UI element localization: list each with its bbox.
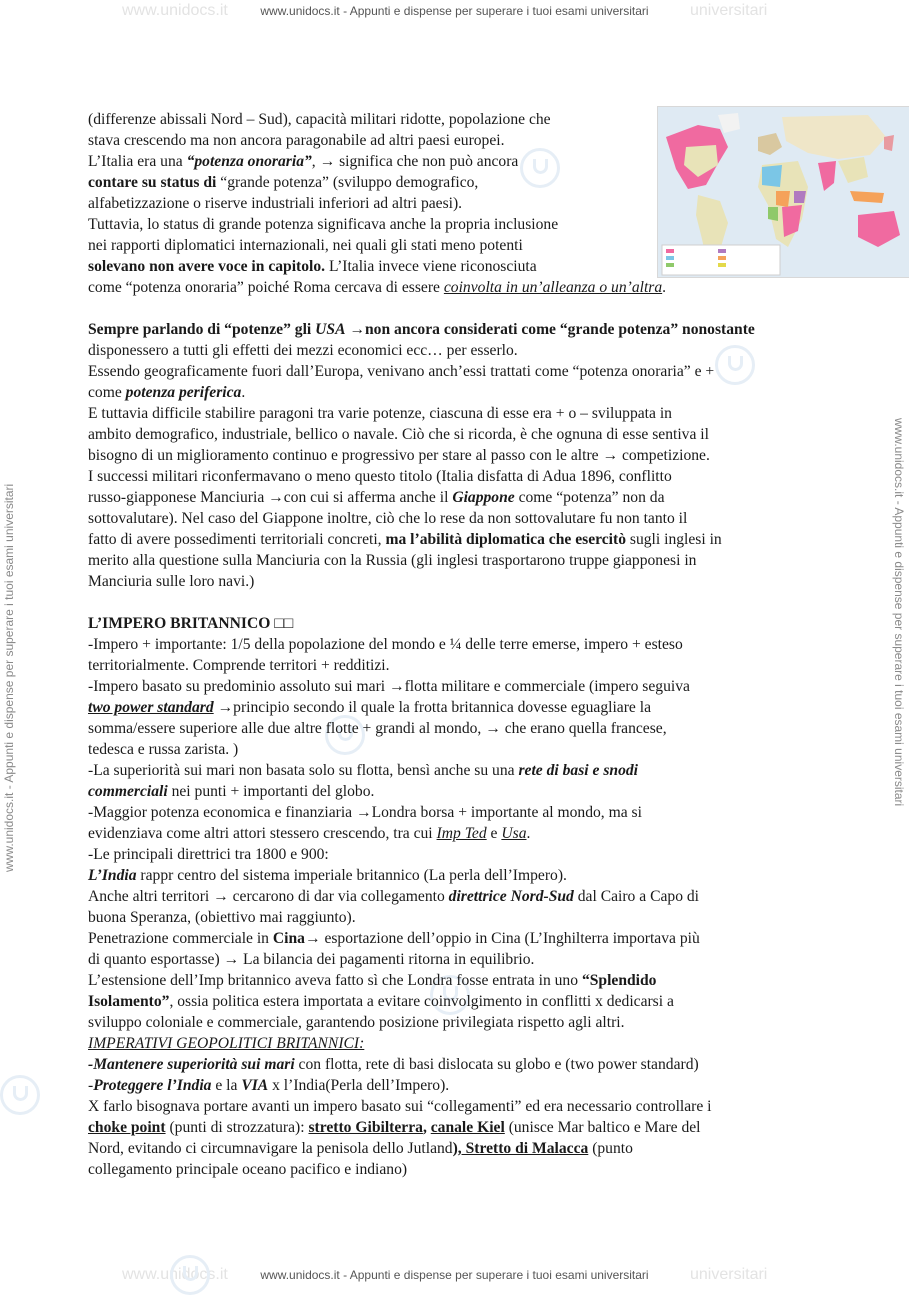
watermark-bottom: www.unidocs.it - Appunti e dispense per superare i tuoi esami universitari [260, 1268, 649, 1282]
impero-line: -Maggior potenza economica e finanziaria →Londra borsa + importante al mondo, ma si [88, 804, 642, 821]
impero-line: collegamento principale oceano pacifico e indiano) [88, 1161, 408, 1178]
p3-line: merito alla questione sulla Manciuria con la Russia (gli inglesi trasportarono truppe giapponesi in [88, 552, 697, 569]
p1-line: L’Italia era una “potenza onoraria”, → significa che non può ancora [88, 153, 519, 170]
p1-line: (differenze abissali Nord – Sud), capacità militari ridotte, popolazione che [88, 111, 551, 128]
impero-line: -Mantenere superiorità sui mari con flotta, rete di basi dislocata su globo e (two power standard) [88, 1056, 699, 1073]
impero-line: evidenziava come altri attori stessero crescendo, tra cui Imp Ted e Usa. [88, 825, 531, 842]
p1-line: alfabetizzazione o riserve industriali inferiori ad altri paesi). [88, 195, 463, 212]
impero-line: Isolamento”, ossia politica estera importata a evitare coinvolgimento in conflitti x dedicarsi a [88, 993, 674, 1010]
impero-line: choke point (punti di strozzatura): stretto Gibilterra, canale Kiel (unisce Mar baltico e Mare del [88, 1119, 701, 1136]
p2-line: Essendo geograficamente fuori dall’Europa, venivano anch’essi trattati come “potenza onoraria” e + [88, 363, 715, 380]
document-body [88, 109, 824, 1180]
p1-line: Tuttavia, lo status di grande potenza significava anche la propria inclusione [88, 216, 559, 233]
impero-line: territorialmente. Comprende territori + redditizi. [88, 657, 390, 674]
watermark-ghost-top-right: universitari [690, 2, 768, 19]
p1-line: contare su status di “grande potenza” (sviluppo demografico, [88, 174, 479, 191]
p1-line: solevano non avere voce in capitolo. L’Italia invece viene riconosciuta [88, 258, 537, 275]
missing-glyph-icon: □□ [274, 615, 294, 632]
watermark-left: www.unidocs.it - Appunti e dispense per superare i tuoi esami universitari [2, 483, 16, 872]
p3-line: russo-giapponese Manciuria →con cui si afferma anche il Giappone come “potenza” non da [88, 489, 665, 506]
p3-line: Manciuria sulle loro navi.) [88, 573, 255, 590]
section-title: L’IMPERO BRITANNICO □□ [88, 615, 294, 632]
impero-line: L’estensione dell’Imp britannico aveva fatto sì che Londra fosse entrata in uno “Splendido [88, 972, 657, 989]
unidocs-logo-icon [170, 1255, 210, 1295]
impero-line: two power standard →principio secondo il quale la frotta britannica dovesse eguagliare la [88, 699, 651, 716]
p3-line: bisogno di un miglioramento continuo e progressivo per stare al passo con le altre → competizione. [88, 447, 710, 464]
impero-line: di quanto esportasse) → La bilancia dei pagamenti ritorna in equilibrio. [88, 951, 535, 968]
watermark-ghost-bottom-right: universitari [690, 1266, 768, 1283]
p3-line: E tuttavia difficile stabilire paragoni tra varie potenze, ciascuna di esse era + o – sviluppata in [88, 405, 672, 422]
impero-line: -La superiorità sui mari non basata solo su flotta, bensì anche su una rete di basi e snodi [88, 762, 639, 779]
unidocs-logo-icon [0, 1075, 40, 1115]
watermark-right: www.unidocs.it - Appunti e dispense per superare i tuoi esami universitari [892, 418, 906, 807]
impero-line: -Le principali direttrici tra 1800 e 900: [88, 846, 329, 863]
impero-line: tedesca e russa zarista. ) [88, 741, 239, 758]
p2-line: come potenza periferica. [88, 384, 246, 401]
watermark-top: www.unidocs.it - Appunti e dispense per superare i tuoi esami universitari [260, 4, 649, 18]
subsection-title: IMPERATIVI GEOPOLITICI BRITANNICI: [88, 1035, 365, 1052]
p1-line: nei rapporti diplomatici internazionali, nei quali gli stati meno potenti [88, 237, 523, 254]
impero-line: -Impero basato su predominio assoluto sui mari →flotta militare e commerciale (impero seguiva [88, 678, 690, 695]
impero-line: commerciali nei punti + importanti del globo. [88, 783, 375, 800]
impero-line: X farlo bisognava portare avanti un impero basato sui “collegamenti” ed era necessario controllare i [88, 1098, 712, 1115]
impero-line: Anche altri territori → cercarono di dar via collegamento direttrice Nord-Sud dal Cairo a Capo di [88, 888, 700, 905]
watermark-ghost-bottom-left: www.unidocs.it [122, 1266, 228, 1283]
impero-line: Nord, evitando ci circumnavigare la penisola dello Jutland), Stretto di Malacca (punto [88, 1140, 633, 1157]
impero-line: sviluppo coloniale e commerciale, garantendo posizione privilegiata rispetto agli altri. [88, 1014, 625, 1031]
impero-line: -Proteggere l’India e la VIA x l’India(Perla dell’Impero). [88, 1077, 450, 1094]
p2-line: disponessero a tutti gli effetti dei mezzi economici ecc… per esserlo. [88, 342, 518, 359]
impero-line: somma/essere superiore alle due altre flotte + grandi al mondo, → che erano quella francese, [88, 720, 667, 737]
p3-line: fatto di avere possedimenti territoriali concreti, ma l’abilità diplomatica che esercitò sugli inglesi in [88, 531, 722, 548]
impero-line: Penetrazione commerciale in Cina→ esportazione dell’oppio in Cina (L’Inghilterra importava più [88, 930, 700, 947]
p1-line: stava crescendo ma non ancora paragonabile ad altri paesi europei. [88, 132, 505, 149]
p3-line: I successi militari riconfermavano o meno questo titolo (Italia disfatta di Adua 1896, conflitto [88, 468, 672, 485]
impero-line: buona Speranza, (obiettivo mai raggiunto). [88, 909, 356, 926]
p1-line: come “potenza onoraria” poiché Roma cercava di essere coinvolta in un’alleanza o un’altra. [88, 279, 667, 296]
impero-line: L’India rappr centro del sistema imperiale britannico (La perla dell’Impero). [88, 867, 567, 884]
p3-line: ambito demografico, industriale, bellico o navale. Ciò che si ricorda, è che ognuna di esse sentiva il [88, 426, 709, 443]
p3-line: sottovalutare). Nel caso del Giappone inoltre, ciò che lo rese da non sottovalutare fu non tanto il [88, 510, 688, 527]
watermark-ghost-top-left: www.unidocs.it [122, 2, 228, 19]
p2-line: Sempre parlando di “potenze” gli USA →non ancora considerati come “grande potenza” nonostante [88, 321, 755, 338]
potenza-onoraria-term: “potenza onoraria” [186, 153, 312, 170]
impero-line: -Impero + importante: 1/5 della popolazione del mondo e ¼ delle terre emerse, impero + esteso [88, 636, 683, 653]
